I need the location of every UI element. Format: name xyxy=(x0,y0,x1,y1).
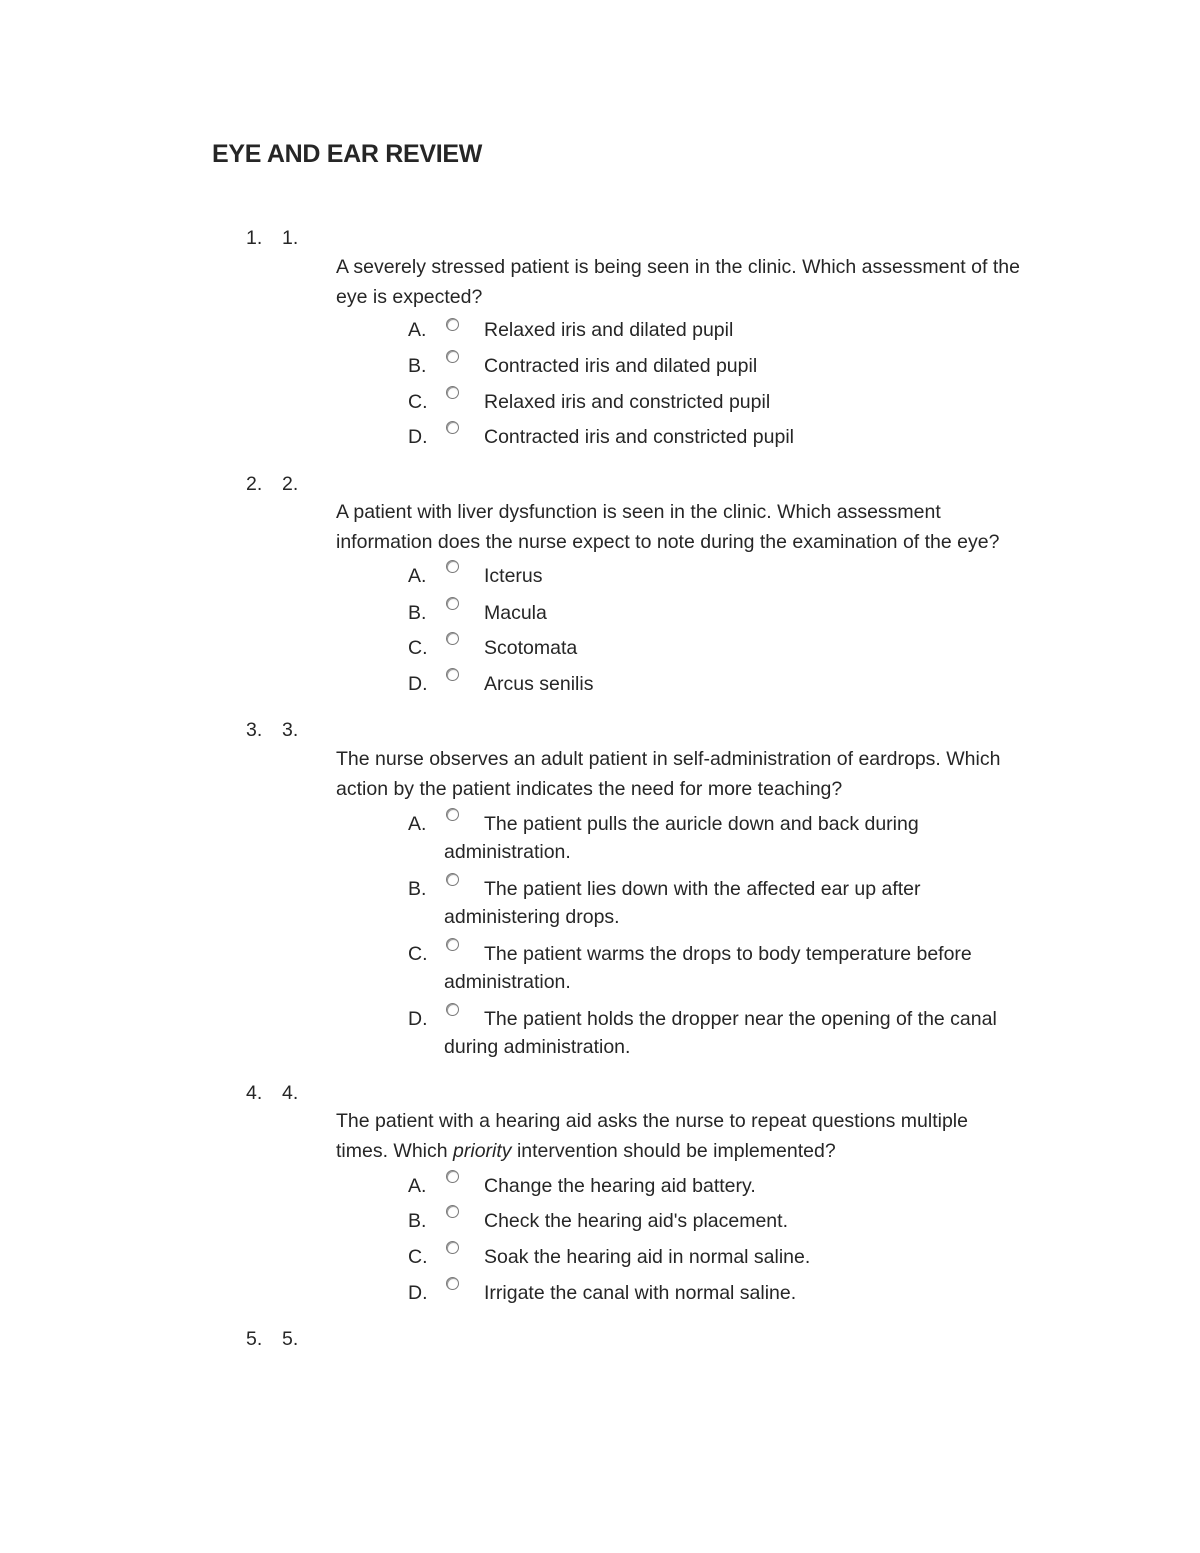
radio-button[interactable] xyxy=(446,632,459,645)
option-text: The patient lies down with the affected ear up after xyxy=(484,878,921,900)
option-text: Scotomata xyxy=(484,637,578,659)
option-text: Irrigate the canal with normal saline. xyxy=(484,1282,797,1304)
option-letter: C. xyxy=(408,637,428,659)
option-letter: D. xyxy=(408,1008,428,1030)
page-title: EYE AND EAR REVIEW xyxy=(212,140,483,168)
question-number-outer: 3. xyxy=(246,719,263,741)
option-text: Relaxed iris and constricted pupil xyxy=(484,391,771,413)
radio-button[interactable] xyxy=(446,938,459,951)
radio-button[interactable] xyxy=(446,1205,459,1218)
option-text-continued: administering drops. xyxy=(444,906,620,928)
option-text: Change the hearing aid battery. xyxy=(484,1175,756,1197)
question-number-inner: 2. xyxy=(282,473,299,495)
question-text-line: The patient with a hearing aid asks the nurse to repeat questions multiple xyxy=(336,1110,968,1132)
option-text: The patient warms the drops to body temperature before xyxy=(484,943,972,965)
option-letter: D. xyxy=(408,1282,428,1304)
question-text-line: information does the nurse expect to note during the examination of the eye? xyxy=(336,530,1000,553)
radio-button[interactable] xyxy=(446,421,459,434)
radio-button[interactable] xyxy=(446,1170,459,1183)
radio-button[interactable] xyxy=(446,350,459,363)
option-letter: C. xyxy=(408,391,428,413)
option-text: Contracted iris and dilated pupil xyxy=(484,355,758,377)
option-letter: D. xyxy=(408,426,428,448)
question-text-line: A patient with liver dysfunction is seen in the clinic. Which assessment xyxy=(336,501,941,523)
question-text-line: action by the patient indicates the need for more teaching? xyxy=(336,777,843,800)
option-letter: C. xyxy=(408,943,428,965)
option-text: Contracted iris and constricted pupil xyxy=(484,426,794,448)
option-letter: A. xyxy=(408,565,427,587)
option-letter: D. xyxy=(408,673,428,695)
question-number-outer: 1. xyxy=(246,227,263,249)
radio-button[interactable] xyxy=(446,560,459,573)
question-text-line: eye is expected? xyxy=(336,285,483,308)
question-text-line: The nurse observes an adult patient in self-administration of eardrops. Which xyxy=(336,748,1001,770)
option-letter: B. xyxy=(408,878,427,900)
radio-button[interactable] xyxy=(446,808,459,821)
option-text: Arcus senilis xyxy=(484,673,594,695)
option-letter: A. xyxy=(408,319,427,341)
radio-button[interactable] xyxy=(446,668,459,681)
question-number-outer: 4. xyxy=(246,1082,263,1104)
question-number-outer: 2. xyxy=(246,473,263,495)
option-letter: B. xyxy=(408,1210,427,1232)
option-text: Check the hearing aid's placement. xyxy=(484,1210,788,1232)
question-text-fragment: times. Which xyxy=(336,1139,454,1162)
option-text: The patient pulls the auricle down and back during xyxy=(484,813,919,835)
option-text: Relaxed iris and dilated pupil xyxy=(484,319,734,341)
option-text-continued: during administration. xyxy=(444,1036,631,1058)
question-text xyxy=(336,745,1066,804)
question-text xyxy=(336,498,1066,557)
emphasis-text: priority xyxy=(453,1139,512,1162)
radio-button[interactable] xyxy=(446,873,459,886)
option-letter: C. xyxy=(408,1246,428,1268)
option-text-continued: administration. xyxy=(444,971,571,993)
question-text xyxy=(336,253,1066,312)
radio-button[interactable] xyxy=(446,318,459,331)
option-text: Icterus xyxy=(484,565,543,587)
question-number-inner: 1. xyxy=(282,227,299,249)
question-text-fragment: intervention should be implemented? xyxy=(511,1139,836,1162)
radio-button[interactable] xyxy=(446,1241,459,1254)
option-letter: A. xyxy=(408,1175,427,1197)
option-text: Soak the hearing aid in normal saline. xyxy=(484,1246,811,1268)
radio-button[interactable] xyxy=(446,1277,459,1290)
option-text-continued: administration. xyxy=(444,841,571,863)
option-letter: B. xyxy=(408,602,427,624)
question-text-line xyxy=(336,1137,1066,1167)
question-number-inner: 5. xyxy=(282,1328,299,1350)
question-number-inner: 3. xyxy=(282,719,299,741)
option-text: The patient holds the dropper near the opening of the canal xyxy=(484,1008,997,1030)
question-number-outer: 5. xyxy=(246,1328,263,1350)
question-text xyxy=(336,1107,1066,1166)
option-text: Macula xyxy=(484,602,547,624)
question-text-line: A severely stressed patient is being seen in the clinic. Which assessment of the xyxy=(336,256,1020,278)
option-letter: B. xyxy=(408,355,427,377)
option-letter: A. xyxy=(408,813,427,835)
radio-button[interactable] xyxy=(446,597,459,610)
question-number-inner: 4. xyxy=(282,1082,299,1104)
radio-button[interactable] xyxy=(446,386,459,399)
radio-button[interactable] xyxy=(446,1003,459,1016)
